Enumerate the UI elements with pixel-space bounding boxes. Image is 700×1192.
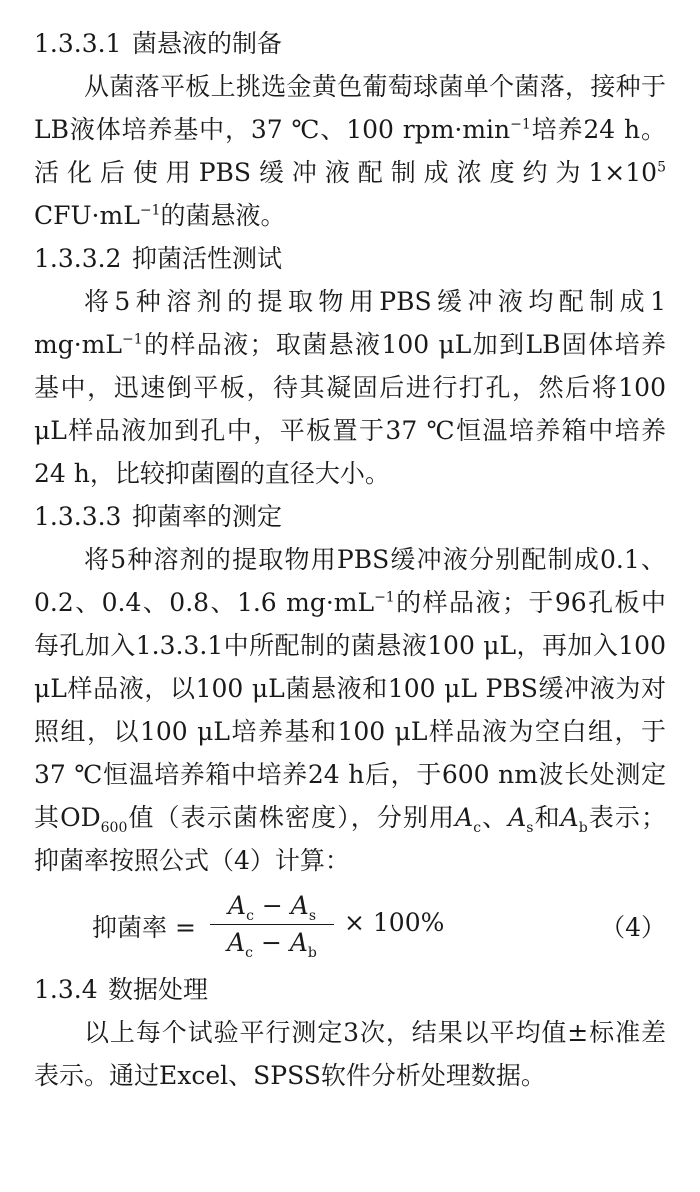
- section-title: 抑菌率的测定: [132, 502, 283, 531]
- section-title: 菌悬液的制备: [132, 29, 283, 58]
- equation-number: （4）: [600, 913, 666, 942]
- section-number: 1.3.3.3: [34, 502, 122, 531]
- equation-fraction: [210, 888, 334, 961]
- section-heading-1-3-4: [34, 968, 666, 1011]
- section-title: 数据处理: [108, 975, 209, 1004]
- equation-rhs: × 100%: [344, 908, 445, 937]
- section-heading-1-3-3-2: [34, 237, 666, 280]
- section-number: 1.3.3.2: [34, 244, 122, 273]
- paragraph-data-processing: 以上每个试验平行测定3次，结果以平均值±标准差表示。通过Excel、SPSS软件分析处理数据。: [34, 1018, 666, 1090]
- equation-4: [34, 888, 666, 964]
- section-heading-1-3-3-1: [34, 22, 666, 65]
- paragraph-antibacterial-activity: 将5种溶剂的提取物用PBS缓冲液均配制成1 $mg\cdot mL^{-1}$的样品液；取菌悬液100 μL加到LB固体培养基中，迅速倒平板，待其凝固后进行打孔，然后将100 μL样品液加到孔中，平板置于37 ℃恒温培养箱中培养24 h，比较抑菌圈的直径大小。: [34, 287, 666, 488]
- section-heading-1-3-3-3: [34, 495, 666, 538]
- fraction-numerator: $A_c - A_s$: [228, 891, 316, 924]
- fraction-denominator: $A_c - A_b$: [227, 928, 317, 961]
- equation-lhs: 抑菌率 =: [92, 913, 196, 942]
- paragraph-inhibition-rate: 将5种溶剂的提取物用PBS缓冲液分别配制成0.1、0.2、0.4、0.8、1.6 $mg\cdot mL^{-1}$的样品液；于96孔板中每孔加入1.3.3.1中所配制的菌悬液100 μL，再加入100 μL样品液，以100 μL菌悬液和100 μL PBS缓冲液为对照组，以100 μL培养基和100 μL样品液为空白组，于37 ℃恒温培养箱中培养24 h后，于600 nm波长处测定其$OD_{600}$值（表示菌株密度），分别用$A_c$、$A_s$和$A_b$表示；抑菌率按照公式（4）计算：: [34, 545, 666, 875]
- section-number: 1.3.4: [34, 975, 98, 1004]
- paragraph-suspension-prep: 从菌落平板上挑选金黄色葡萄球菌单个菌落，接种于LB液体培养基中，37 ℃、100 $rpm\cdot\min^{-1}$培养24 h。活化后使用PBS缓冲液配制成浓度约为$1\times 10^5$ $CFU\cdot mL^{-1}$的菌悬液。: [34, 72, 666, 230]
- section-number: 1.3.3.1: [34, 29, 122, 58]
- section-title: 抑菌活性测试: [132, 244, 283, 273]
